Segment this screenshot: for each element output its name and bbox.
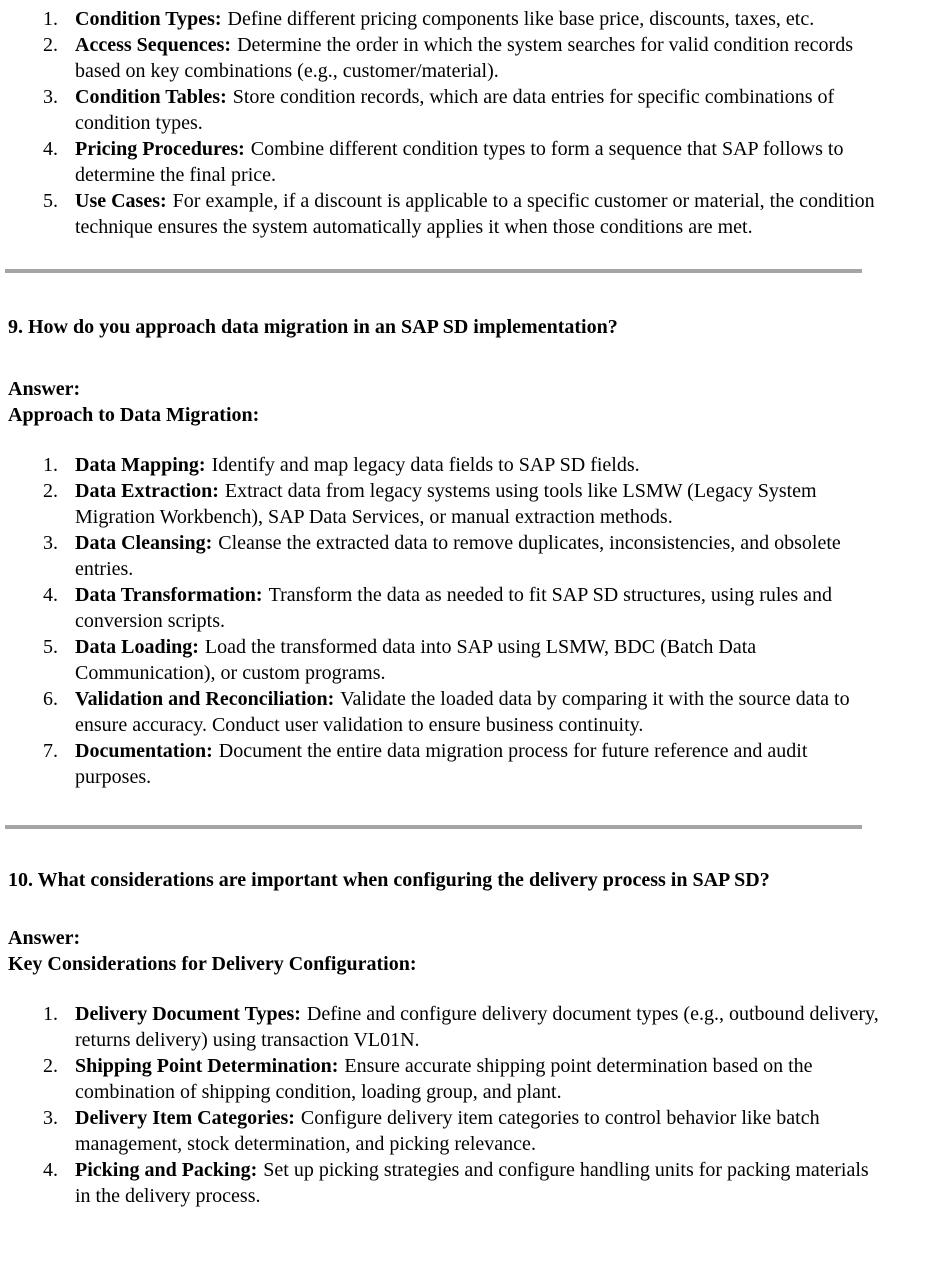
- list-item-term: Access Sequences:: [75, 34, 232, 56]
- list-item-number: 1.: [43, 454, 58, 476]
- list-item-number: 1.: [43, 1003, 58, 1025]
- delivery-configuration-list: [8, 1001, 880, 1209]
- section-divider: [5, 269, 862, 273]
- list-item: [43, 686, 880, 738]
- list-item-term: Delivery Item Categories:: [75, 1107, 295, 1129]
- list-item-term: Data Transformation:: [75, 584, 263, 606]
- list-item-number: 1.: [43, 8, 58, 30]
- list-item: [43, 530, 880, 582]
- list-item-term: Picking and Packing:: [75, 1159, 258, 1181]
- list-item-term: Pricing Procedures:: [75, 138, 245, 160]
- question-10-heading: 10. What considerations are important when configuring the delivery process in SAP SD?: [8, 869, 770, 891]
- list-item-number: 2.: [43, 480, 58, 502]
- data-migration-list: [8, 452, 880, 790]
- list-item-term: Data Cleansing:: [75, 532, 213, 554]
- list-item-desc: Transform the data as needed to fit SAP SD structures, using rules and conversion scripts.: [75, 584, 833, 632]
- answer-title: Key Considerations for Delivery Configuration:: [8, 953, 417, 975]
- list-item-desc: Configure delivery item categories to control behavior like batch management, stock determination, and picking relevance.: [75, 1107, 820, 1155]
- list-item: [43, 478, 880, 530]
- list-item-desc: Identify and map legacy data fields to SAP SD fields.: [211, 454, 640, 476]
- list-item-desc: For example, if a discount is applicable to a specific customer or material, the condition technique ensures the system automatically applies it when those conditions are met.: [75, 190, 875, 238]
- list-item: [43, 738, 880, 790]
- list-item: [43, 452, 880, 478]
- list-item-number: 6.: [43, 688, 58, 710]
- list-item-number: 4.: [43, 138, 58, 160]
- list-item-term: Shipping Point Determination:: [75, 1055, 339, 1077]
- list-item-term: Condition Tables:: [75, 86, 227, 108]
- list-item-term: Data Extraction:: [75, 480, 219, 502]
- list-item-number: 4.: [43, 584, 58, 606]
- list-item-number: 2.: [43, 1055, 58, 1077]
- list-item: [43, 136, 880, 188]
- question-9-answer-header: [8, 376, 880, 428]
- list-item-desc: Extract data from legacy systems using tools like LSMW (Legacy System Migration Workbench), SAP Data Services, or manual extraction methods.: [75, 480, 817, 528]
- list-item-desc: Combine different condition types to form a sequence that SAP follows to determine the final price.: [75, 138, 844, 186]
- question-10-answer-header: [8, 925, 880, 977]
- list-item: [43, 1053, 880, 1105]
- list-item-term: Validation and Reconciliation:: [75, 688, 335, 710]
- list-item-desc: Load the transformed data into SAP using LSMW, BDC (Batch Data Communication), or custom programs.: [75, 636, 757, 684]
- list-item: [43, 1157, 880, 1209]
- list-item-desc: Store condition records, which are data entries for specific combinations of condition types.: [75, 86, 835, 134]
- list-item-number: 7.: [43, 740, 58, 762]
- list-item-desc: Cleanse the extracted data to remove duplicates, inconsistencies, and obsolete entries.: [75, 532, 841, 580]
- list-item-term: Data Loading:: [75, 636, 199, 658]
- answer-label: Answer:: [8, 378, 81, 400]
- list-item: [43, 582, 880, 634]
- list-item: [43, 84, 880, 136]
- answer-title: Approach to Data Migration:: [8, 404, 260, 426]
- list-item-number: 3.: [43, 1107, 58, 1129]
- list-item-desc: Determine the order in which the system searches for valid condition records based on key combinations (e.g., customer/material).: [75, 34, 854, 82]
- list-item-desc: Set up picking strategies and configure handling units for packing materials in the delivery process.: [75, 1159, 869, 1207]
- list-item-desc: Define different pricing components like base price, discounts, taxes, etc.: [227, 8, 815, 30]
- list-item-number: 5.: [43, 190, 58, 212]
- answer-label: Answer:: [8, 927, 81, 949]
- list-item-number: 5.: [43, 636, 58, 658]
- list-item-number: 3.: [43, 86, 58, 108]
- list-item-desc: Ensure accurate shipping point determination based on the combination of shipping condition, loading group, and plant.: [75, 1055, 813, 1103]
- list-item-term: Use Cases:: [75, 190, 167, 212]
- list-item: [43, 1105, 880, 1157]
- list-item: [43, 188, 880, 240]
- list-item-number: 4.: [43, 1159, 58, 1181]
- list-item-desc: Document the entire data migration process for future reference and audit purposes.: [75, 740, 808, 788]
- list-item-term: Data Mapping:: [75, 454, 206, 476]
- question-9-heading: 9. How do you approach data migration in an SAP SD implementation?: [8, 316, 618, 338]
- section-divider: [5, 825, 862, 829]
- list-item-term: Documentation:: [75, 740, 213, 762]
- list-item-desc: Define and configure delivery document types (e.g., outbound delivery, returns delivery) using transaction VL01N.: [75, 1003, 879, 1051]
- list-item-number: 3.: [43, 532, 58, 554]
- list-item-desc: Validate the loaded data by comparing it with the source data to ensure accuracy. Conduct user validation to ensure business continuity.: [75, 688, 850, 736]
- list-item-number: 2.: [43, 34, 58, 56]
- list-item: [43, 6, 880, 32]
- condition-technique-list: [8, 6, 880, 240]
- list-item-term: Delivery Document Types:: [75, 1003, 301, 1025]
- list-item-term: Condition Types:: [75, 8, 222, 30]
- list-item: [43, 1001, 880, 1053]
- list-item: [43, 32, 880, 84]
- list-item: [43, 634, 880, 686]
